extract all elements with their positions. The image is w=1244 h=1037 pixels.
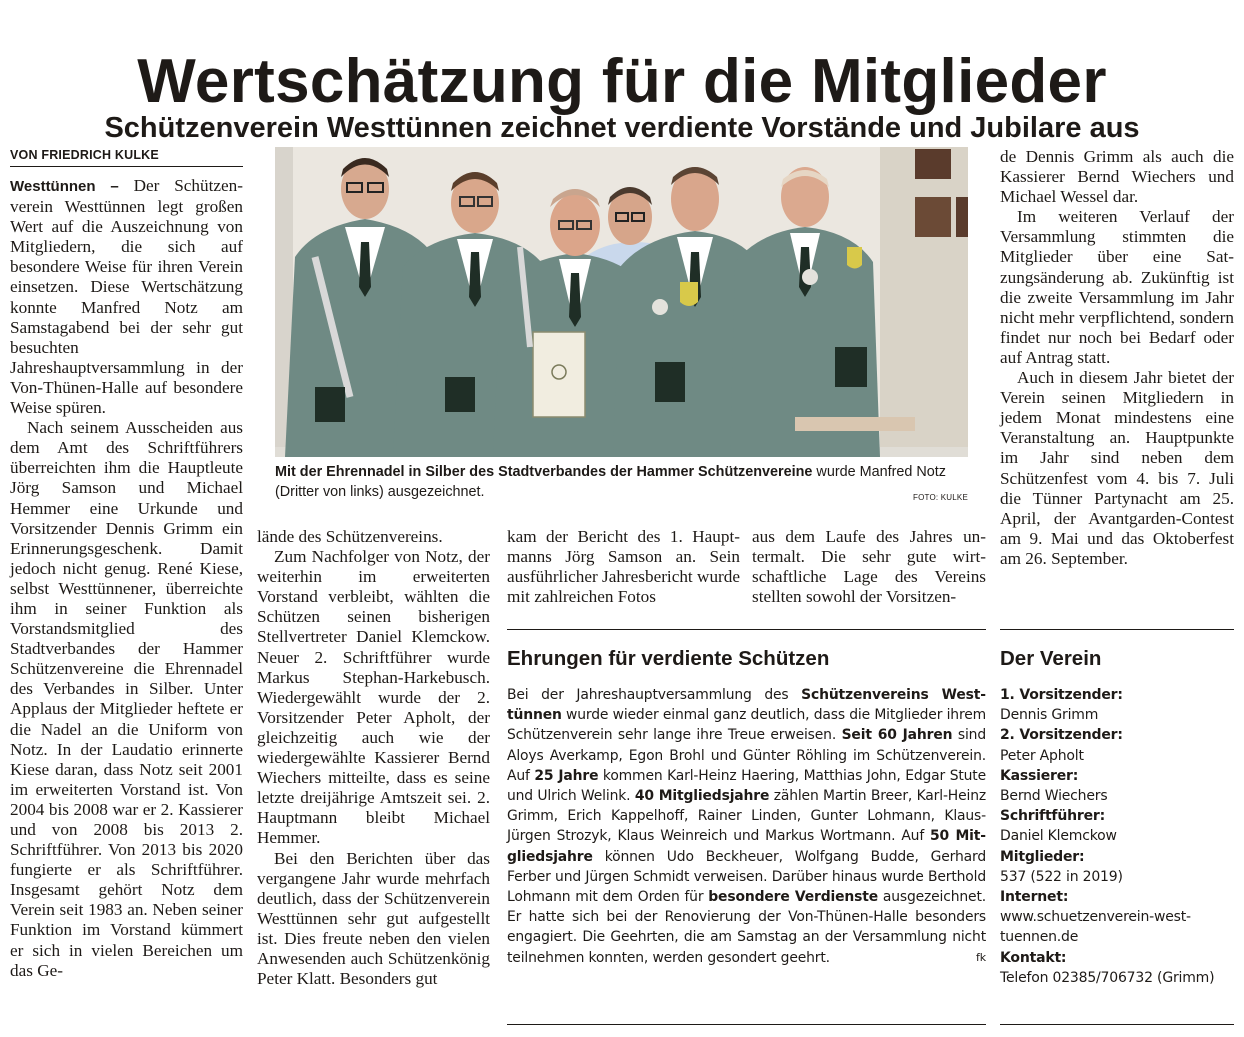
honors-box-text xyxy=(507,685,986,968)
club-info-value: Telefon 02385/706732 (Grimm) xyxy=(1000,969,1215,986)
divider xyxy=(1000,1024,1234,1025)
club-info-label: Mitglieder: xyxy=(1000,848,1085,865)
paragraph: kam der Bericht des 1. Hauptmanns Jörg Samson an. Sein ausführlicher Jahresbericht wurde mit zahlreichen Fotos xyxy=(507,527,740,607)
club-info-value: Daniel Klemckow xyxy=(1000,828,1117,845)
honors-box-title: Ehrungen für verdiente Schützen xyxy=(507,647,830,670)
club-info-label: Kontakt: xyxy=(1000,949,1067,966)
paragraph-text: Der Schützenverein Westtünnen legt großen Wert auf die Auszeichnung von Mitgliedern, die sich auf besondere Weise für ihren Verein einsetzen. Diese Wertschätzung konnte Manfred Notz am Samstagabend bei der sehr gut besuchten Jahreshauptversammlung in der Von-Thünen-Halle auf besondere Weise spüren. xyxy=(10,176,243,418)
club-info-label: Internet: xyxy=(1000,889,1069,906)
club-info-value: Peter Apholt xyxy=(1000,747,1084,764)
paragraph: Auch in diesem Jahr bietet der Verein seinen Mitgliedern in jedem Monat mindestens eine Veranstaltung an. Hauptpunkte im Jahr sind neben dem Schützenfest vom 4. bis 7. Juli die Tünner Partynacht am 25. April, der Avantgarden-Contest am 9. Mai und das Oktoberfest am 26. September. xyxy=(1000,368,1234,568)
caption-text: wurde Manfred Notz (Dritter von links) ausgezeichnet. xyxy=(275,464,946,500)
club-info-label: 1. Vorsitzender: xyxy=(1000,687,1123,703)
club-info-label: Schriftführer: xyxy=(1000,808,1105,825)
club-website-link[interactable]: www.schuetzenverein-westtuennen.de xyxy=(1000,909,1192,946)
body-text: wurde wieder einmal ganz deutlich, dass die Mitglieder ihrem Schützenverein sehr lange ihre Treue erweisen. xyxy=(507,707,986,744)
highlight-text: Schützenvereins Westtünnen xyxy=(507,687,987,724)
club-info-label: 2. Vorsitzender: xyxy=(1000,727,1123,744)
paragraph: Zum Nachfolger von Notz, der weiterhin im erweiterten Vorstand verbleibt, wählten die Schützen seinen bisherigen Stellvertreter Daniel Klemckow. Neuer 2. Schriftführer wurde Markus Stephan-Harkebusch. Wiedergewählt wurde der 2. Vorsitzender Peter Apholt, der gleichzeitig auch wie der wiedergewählte Kassierer Bernd Wiechers mitteilte, dass es seine letzte dreijährige Amtszeit sei. 2. Hauptmann bleibt Michael Hemmer. xyxy=(257,547,490,848)
article-column-1 xyxy=(10,176,243,981)
body-text: zählen Martin Breer, Karl-Heinz Grimm, Erich Kappelhoff, Rainer Linden, Gunter Lohmann, Klaus-Jürgen Strozyk, Klaus Weinreich und Markus Wortmann. Auf xyxy=(507,788,986,845)
club-info-value: 537 (522 in 2019) xyxy=(1000,868,1123,885)
paragraph: de Dennis Grimm als auch die Kassierer Bernd Wiechers und Michael Wessel dar. xyxy=(1000,147,1234,207)
highlight-text: 40 Mitgliedsjahre xyxy=(634,788,770,805)
article-photo xyxy=(275,147,968,457)
highlight-text: Seit 60 Jahren xyxy=(841,727,953,744)
club-box-title: Der Verein xyxy=(1000,647,1102,670)
author-initials: fk xyxy=(976,950,986,964)
byline: VON FRIEDRICH KULKE xyxy=(10,148,243,167)
club-info-list xyxy=(1000,685,1234,988)
photo-credit: FOTO: KULKE xyxy=(913,493,968,502)
club-info-label: Kassierer: xyxy=(1000,767,1079,784)
article-column-4 xyxy=(752,527,986,607)
body-text: kommen Karl-Heinz Haering, Matthias John, Edgar Stute und Ulrich Welink. xyxy=(507,767,986,805)
body-text: Bei der Jahreshauptversammlung des xyxy=(507,687,802,703)
photo-caption xyxy=(275,462,968,508)
headline: Wertschätzung für die Mitglieder xyxy=(137,46,1107,116)
group-photo-illustration xyxy=(275,147,968,457)
subheadline: Schützenverein Westtünnen zeichnet verdiente Vorstände und Jubilare aus xyxy=(104,112,1140,145)
highlight-text: besondere Verdienste xyxy=(708,889,878,906)
dateline: Westtünnen – xyxy=(10,178,119,195)
paragraph: Im weiteren Verlauf der Versammlung stimmten die Mitglieder über eine Satzungsänderung ab. Zukünftig ist die zweite Versammlung im Jahr nicht mehr verpflichtend, sondern findet nur noch bei Bedarf oder auf Antrag statt. xyxy=(1000,207,1234,367)
paragraph xyxy=(10,176,243,418)
paragraph: Nach seinem Ausscheiden aus dem Amt des Schriftführers überreichten ihm die Hauptleute Jörg Samson und Michael Hemmer eine Urkunde und Vorsitzender Dennis Grimm ein Erinnerungsgeschenk. Damit jedoch nicht genug. René Kiese, selbst Westtünnener, überreichte ihm in seiner Funktion als Vorstandsmitglied des Stadtverbandes der Hammer Schützenvereine die Ehrennadel des Verbandes in Silber. Unter Applaus der Mitglieder heftete er die Nadel an die Uniform von Notz. In der Laudatio erinnerte Kiese daran, dass Notz seit 2001 im erweiterten Vorstand ist. Von 2004 bis 2008 war er 2. Kassierer und von 2008 bis 2013 2. Schriftführer. Von 2013 bis 2020 fungierte er als Schriftführer. Insgesamt gehört Notz dem Verein seit 1983 an. Neben seiner Funktion im Vorstand kümmert er sich in vielen Bereichen um das Ge- xyxy=(10,418,243,980)
article-column-2 xyxy=(257,527,490,989)
body-text: sind Aloys Averkamp, Egon Brohl und Günter Röhling im Schützenverein. Auf xyxy=(507,727,986,784)
article-column-5 xyxy=(1000,147,1234,569)
body-text: ausgezeichnet. Er hatte sich bei der Renovierung der Von-Thünen-Halle besonders engagiert. Die Geehrten, die am Samstag an der Versammlung nicht teilnehmen konnten, werden gesondert geehrt. xyxy=(507,889,987,966)
paragraph: lände des Schützenvereins. xyxy=(257,527,443,546)
paragraph: aus dem Laufe des Jahres untermalt. Die sehr gute wirtschaftliche Lage des Vereins stellten sowohl der Vorsitzen- xyxy=(752,527,986,607)
club-info-value: Bernd Wiechers xyxy=(1000,788,1108,805)
divider xyxy=(1000,629,1234,630)
paragraph: Bei den Berichten über das vergangene Jahr wurde mehrfach deutlich, dass der Schützenverein Westtünnen sehr gut aufgestellt ist. Dies freute neben den vielen Anwesenden auch Schützenkönig Peter Klatt. Besonders gut xyxy=(257,848,490,989)
article-column-3 xyxy=(507,527,740,607)
divider xyxy=(507,629,986,630)
divider xyxy=(507,1024,986,1025)
caption-bold: Mit der Ehrennadel in Silber des Stadtverbandes der Hammer Schützenvereine xyxy=(275,464,813,480)
highlight-text: 50 Mitgliedsjahre xyxy=(507,828,986,865)
club-info-value: Dennis Grimm xyxy=(1000,707,1099,724)
certificate xyxy=(533,332,585,417)
body-text: können Udo Beckheuer, Wolfgang Budde, Gerhard Ferber und Jürgen Schmidt verweisen. Darüber hinaus wurde Berthold Lohmann mit dem Orden für xyxy=(507,848,986,906)
highlight-text: 25 Jahre xyxy=(534,767,599,784)
